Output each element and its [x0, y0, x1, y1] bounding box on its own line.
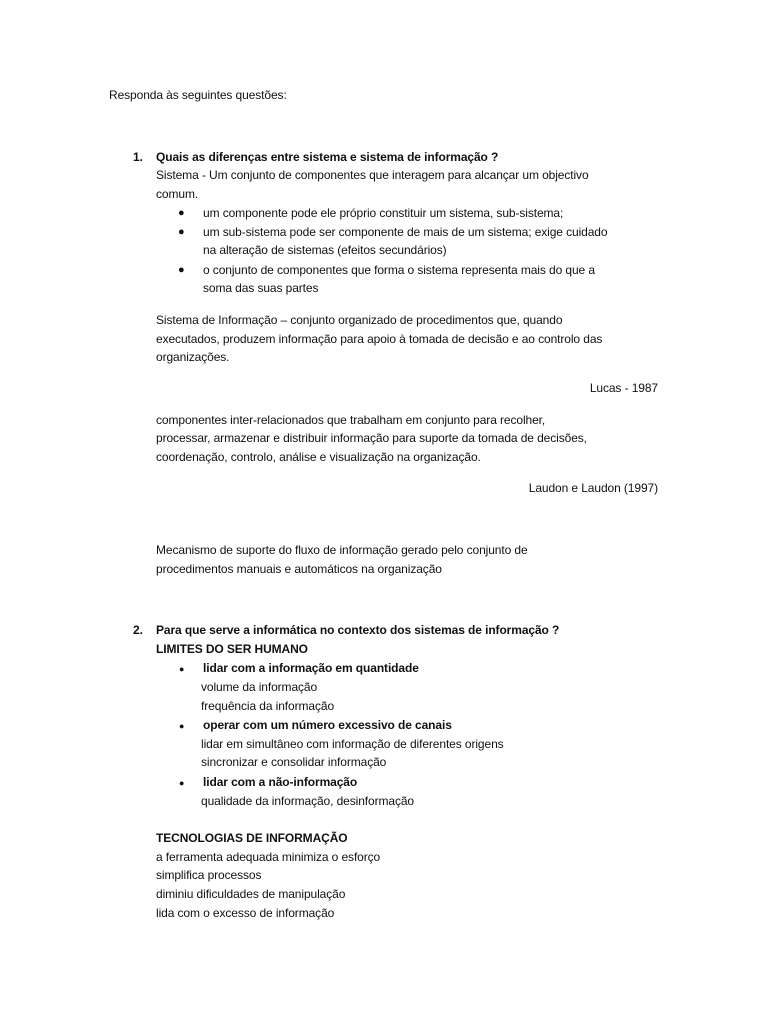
tech-item-1: a ferramenta adequada minimiza o esforço: [156, 850, 381, 864]
q1-definition-line1: Sistema - Um conjunto de componentes que interagem para alcançar um objectivo: [156, 168, 589, 182]
bullet-icon: ●: [179, 721, 185, 731]
citation-lucas: Lucas - 1987: [589, 381, 658, 395]
tech-item-3: diminiu dificuldades de manipulação: [156, 887, 346, 901]
limit-group-3-sub-1: qualidade da informação, desinformação: [201, 794, 415, 808]
bullet-icon: ●: [178, 226, 185, 238]
q1-bullet-1-line1: um componente pode ele próprio constituir um sistema, sub-sistema;: [203, 206, 564, 220]
components-line3: coordenação, controlo, análise e visualização na organização.: [156, 450, 481, 464]
q2-title: Para que serve a informática no contexto dos sistemas de informação ?: [156, 623, 560, 637]
limits-heading: LIMITES DO SER HUMANO: [156, 642, 308, 656]
limit-group-2-head: operar com um número excessivo de canais: [203, 718, 452, 732]
intro-text: Responda às seguintes questões:: [109, 88, 287, 102]
limit-group-3-head: lidar com a não-informação: [203, 775, 358, 789]
tech-heading: TECNOLOGIAS DE INFORMAÇÃO: [156, 831, 348, 845]
components-line1: componentes inter-relacionados que trabalham em conjunto para recolher,: [156, 413, 546, 427]
tech-item-2: simplifica processos: [156, 868, 262, 882]
limit-group-2-sub-1: lidar em simultâneo com informação de diferentes origens: [201, 737, 504, 751]
limit-group-2-sub-2: sincronizar e consolidar informação: [201, 755, 387, 769]
limit-group-1-sub-1: volume da informação: [201, 680, 318, 694]
bullet-icon: ●: [178, 264, 185, 276]
bullet-icon: ●: [179, 778, 185, 788]
q1-definition-line2: comum.: [156, 187, 199, 201]
q1-bullet-2-line1: um sub-sistema pode ser componente de mais de um sistema; exige cuidado: [203, 225, 608, 239]
bullet-icon: ●: [179, 664, 185, 674]
limit-group-1-head: lidar com a informação em quantidade: [203, 661, 419, 675]
mechanism-line1: Mecanismo de suporte do fluxo de informação gerado pelo conjunto de: [156, 543, 528, 557]
mechanism-line2: procedimentos manuais e automáticos na organização: [156, 562, 442, 576]
q1-bullet-3-line1: o conjunto de componentes que forma o sistema representa mais do que a: [203, 263, 595, 277]
q1-number: 1.: [133, 150, 143, 164]
q1-bullet-3-line2: soma das suas partes: [203, 281, 319, 295]
bullet-icon: ●: [178, 207, 185, 219]
q1-bullet-2-line2: na alteração de sistemas (efeitos secundários): [203, 243, 447, 257]
q1-title: Quais as diferenças entre sistema e sistema de informação ?: [156, 150, 499, 164]
citation-laudon: Laudon e Laudon (1997): [528, 481, 658, 495]
components-line2: processar, armazenar e distribuir informação para suporte da tomada de decisões,: [156, 431, 587, 445]
si-definition-line2: executados, produzem informação para apoio à tomada de decisão e ao controlo das: [156, 332, 603, 346]
si-definition-line3: organizações.: [156, 350, 230, 364]
si-definition-line1: Sistema de Informação – conjunto organizado de procedimentos que, quando: [156, 313, 563, 327]
limit-group-1-sub-2: frequência da informação: [201, 699, 335, 713]
tech-item-4: lida com o excesso de informação: [156, 906, 335, 920]
q2-number: 2.: [133, 623, 143, 637]
